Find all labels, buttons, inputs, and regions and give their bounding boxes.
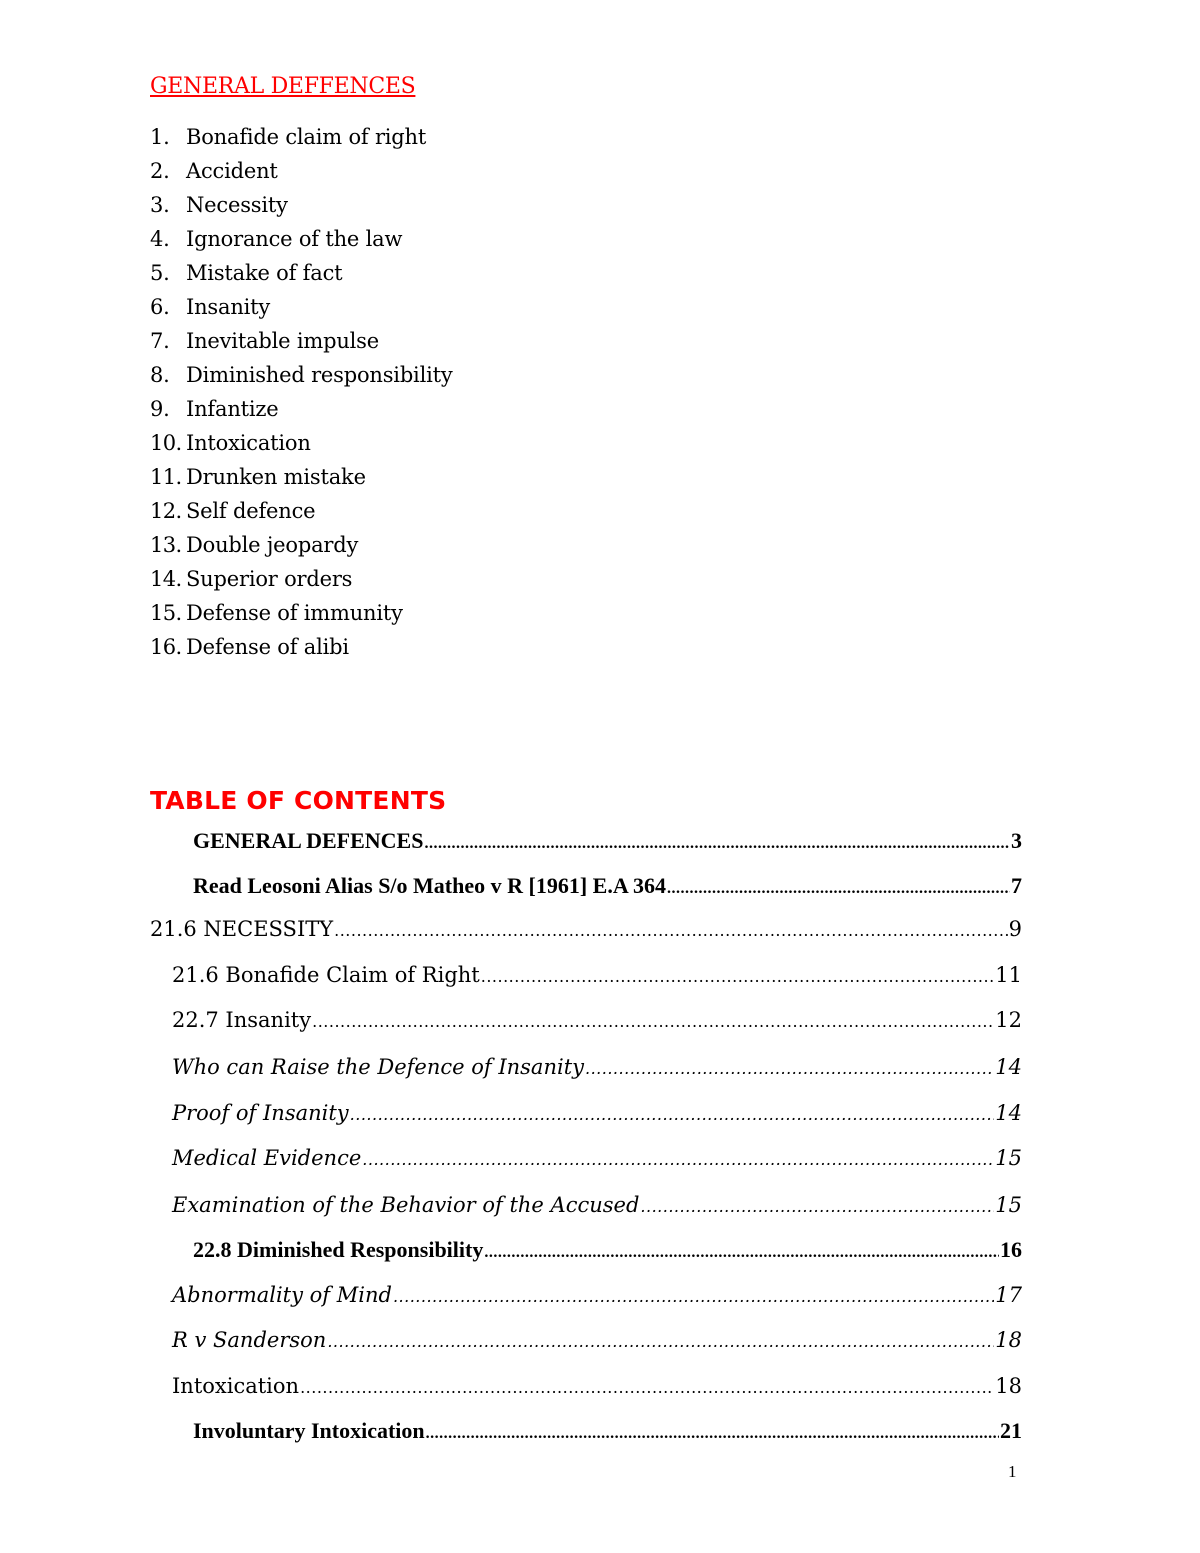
toc-entry[interactable] <box>172 960 1022 990</box>
defence-label: Intoxication <box>186 431 311 455</box>
page-number: 1 <box>1008 1462 1017 1481</box>
defence-number: 8. <box>150 363 170 387</box>
defence-list-item <box>150 290 453 324</box>
toc-page-number: 17 <box>995 1283 1022 1307</box>
defence-number: 15. <box>150 601 182 625</box>
defence-number: 11. <box>150 465 182 489</box>
defence-label: Defense of alibi <box>186 635 349 659</box>
toc-entry[interactable] <box>150 914 1022 944</box>
toc-entry-label: 21.6 NECESSITY <box>150 917 334 941</box>
defence-list-item <box>150 630 453 664</box>
toc-page-number: 12 <box>995 1008 1022 1032</box>
toc-page-number: 16 <box>1000 1237 1022 1262</box>
toc-dot-leader <box>393 1282 994 1312</box>
defence-list-item <box>150 562 453 596</box>
toc-page-number: 18 <box>995 1374 1022 1398</box>
defence-number: 16. <box>150 635 182 659</box>
defence-label: Insanity <box>186 295 271 319</box>
toc-entry[interactable] <box>172 1280 1022 1310</box>
toc-dot-leader <box>334 916 1008 946</box>
toc-entry-label: Intoxication <box>172 1374 300 1398</box>
defence-label: Necessity <box>186 193 288 217</box>
defence-number: 12. <box>150 499 182 523</box>
defence-list-item <box>150 188 453 222</box>
defence-number: 2. <box>150 159 170 183</box>
toc-dot-leader <box>327 1327 994 1357</box>
toc-entry-label: Examination of the Behavior of the Accused <box>172 1193 640 1217</box>
toc-entry[interactable] <box>172 1190 1022 1220</box>
defence-list-item <box>150 358 453 392</box>
toc-entry[interactable] <box>172 1325 1022 1355</box>
defence-label: Ignorance of the law <box>186 227 403 251</box>
toc-entry-label: Who can Raise the Defence of Insanity <box>172 1055 584 1079</box>
toc-entry-label: 22.7 Insanity <box>172 1008 312 1032</box>
toc-dot-leader <box>585 1054 994 1084</box>
toc-entry-label: GENERAL DEFENCES <box>193 828 424 853</box>
defence-list-item <box>150 460 453 494</box>
defence-list-item <box>150 120 453 154</box>
defence-number: 1. <box>150 125 170 149</box>
toc-dot-leader <box>424 829 1010 859</box>
defence-label: Diminished responsibility <box>186 363 453 387</box>
defence-list-item <box>150 256 453 290</box>
defence-list-item <box>150 494 453 528</box>
toc-entry-label: R v Sanderson <box>172 1328 327 1352</box>
defence-number: 3. <box>150 193 170 217</box>
defence-number: 14. <box>150 567 182 591</box>
toc-page-number: 15 <box>995 1146 1022 1170</box>
toc-page-number: 7 <box>1011 873 1022 898</box>
toc-page-number: 11 <box>995 963 1022 987</box>
toc-entry[interactable] <box>193 1416 1022 1446</box>
toc-entry[interactable] <box>172 1098 1022 1128</box>
defences-list <box>150 120 453 664</box>
toc-page-number: 21 <box>1000 1418 1022 1443</box>
defence-number: 5. <box>150 261 170 285</box>
defence-label: Inevitable impulse <box>186 329 379 353</box>
toc-entry-label: Involuntary Intoxication <box>193 1418 425 1443</box>
defence-list-item <box>150 392 453 426</box>
defence-list-item <box>150 324 453 358</box>
defence-list-item <box>150 154 453 188</box>
defence-label: Drunken mistake <box>186 465 366 489</box>
defence-number: 13. <box>150 533 182 557</box>
toc-dot-leader <box>640 1192 994 1222</box>
toc-entry-label: Medical Evidence <box>172 1146 362 1170</box>
defence-number: 4. <box>150 227 170 251</box>
toc-entry[interactable] <box>193 1235 1022 1265</box>
toc-dot-leader <box>312 1007 994 1037</box>
defence-label: Self defence <box>186 499 316 523</box>
toc-entry[interactable] <box>172 1052 1022 1082</box>
defence-number: 9. <box>150 397 170 421</box>
toc-dot-leader <box>481 962 995 992</box>
defence-label: Mistake of fact <box>186 261 343 285</box>
defence-list-item <box>150 222 453 256</box>
toc-entry-label: 22.8 Diminished Responsibility <box>193 1237 484 1262</box>
toc-dot-leader <box>426 1419 999 1449</box>
toc-entry[interactable] <box>172 1005 1022 1035</box>
toc-page-number: 3 <box>1011 828 1022 853</box>
toc-page-number: 9 <box>1008 917 1022 941</box>
defence-list-item <box>150 596 453 630</box>
toc-dot-leader <box>362 1145 994 1175</box>
toc-dot-leader <box>300 1373 994 1403</box>
defence-label: Accident <box>186 159 278 183</box>
toc-entry-label: 21.6 Bonafide Claim of Right <box>172 963 480 987</box>
toc-page-number: 14 <box>995 1101 1022 1125</box>
toc-entry[interactable] <box>172 1371 1022 1401</box>
general-defences-heading: GENERAL DEFFENCES <box>150 74 416 99</box>
defence-number: 7. <box>150 329 170 353</box>
defence-label: Defense of immunity <box>186 601 403 625</box>
toc-page-number: 14 <box>995 1055 1022 1079</box>
toc-entry-label: Proof of Insanity <box>172 1101 349 1125</box>
toc-dot-leader <box>484 1238 999 1268</box>
toc-dot-leader <box>350 1100 995 1130</box>
defence-label: Infantize <box>186 397 279 421</box>
defence-list-item <box>150 426 453 460</box>
defence-number: 10. <box>150 431 182 455</box>
toc-entry[interactable] <box>172 1143 1022 1173</box>
toc-entry-label: Abnormality of Mind <box>172 1283 392 1307</box>
defence-label: Bonafide claim of right <box>186 125 427 149</box>
toc-page-number: 15 <box>995 1193 1022 1217</box>
toc-entry[interactable] <box>193 871 1022 901</box>
toc-page-number: 18 <box>995 1328 1022 1352</box>
defence-label: Double jeopardy <box>186 533 359 557</box>
defence-list-item <box>150 528 453 562</box>
defence-number: 6. <box>150 295 170 319</box>
table-of-contents-heading: TABLE OF CONTENTS <box>150 786 447 815</box>
defence-label: Superior orders <box>186 567 353 591</box>
toc-entry[interactable] <box>193 826 1022 856</box>
toc-dot-leader <box>667 874 1010 904</box>
toc-entry-label: Read Leosoni Alias S/o Matheo v R [1961] E.A 364 <box>193 873 667 898</box>
